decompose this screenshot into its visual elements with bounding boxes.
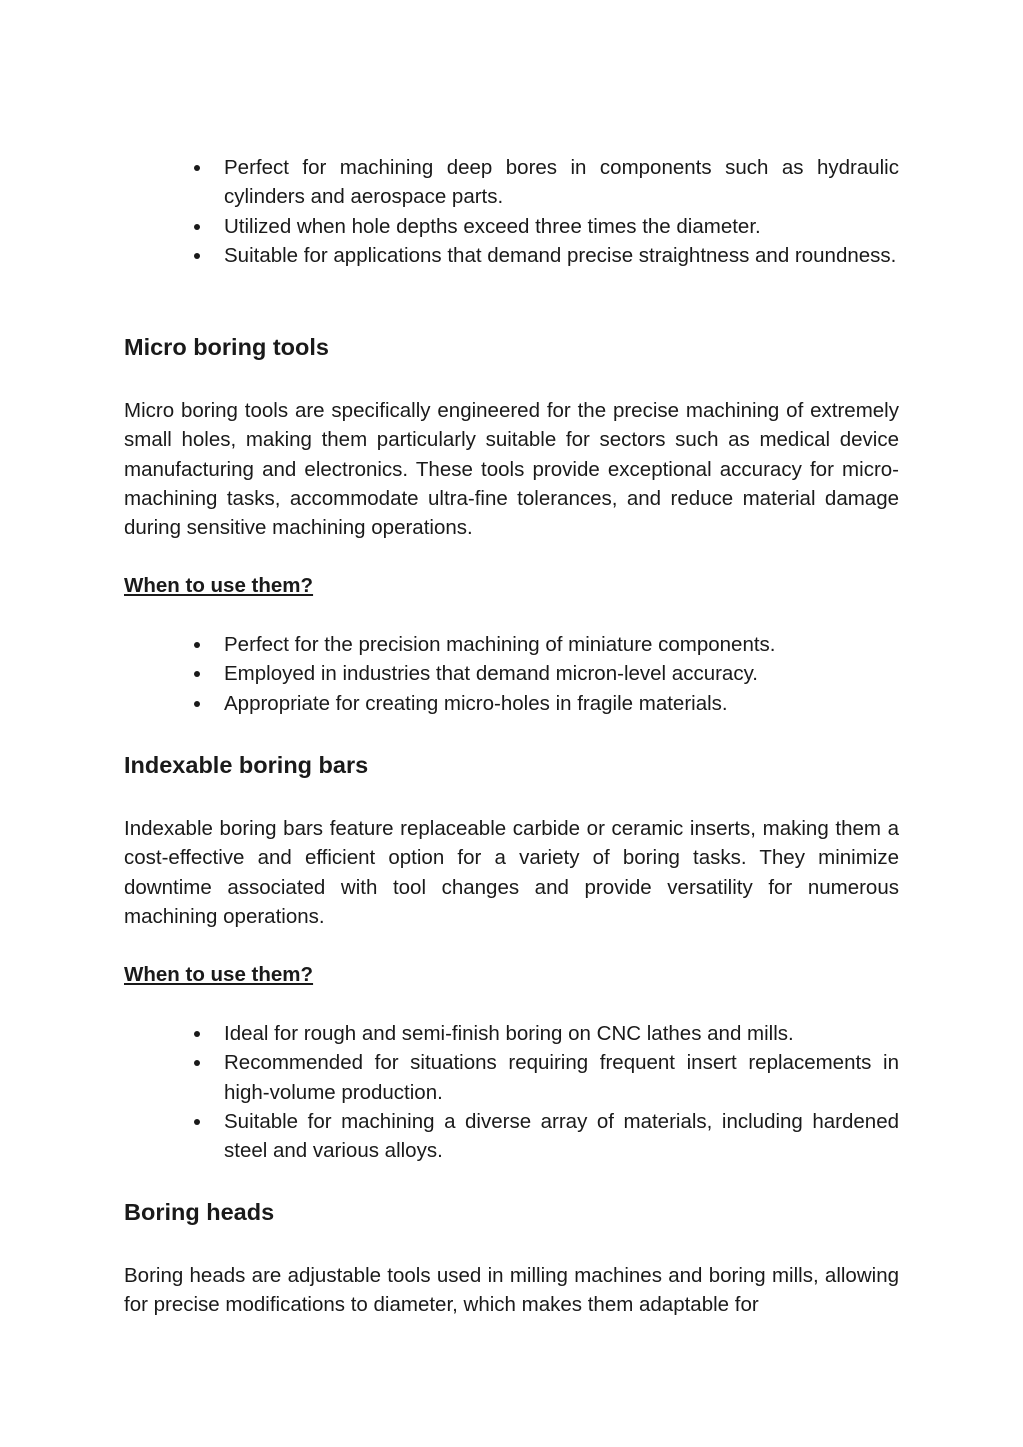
list-item: Ideal for rough and semi-finish boring on CNC lathes and mills. [224, 1019, 899, 1048]
section-body-boring-heads: Boring heads are adjustable tools used in milling machines and boring mills, allowing for precise modifications to diameter, which makes them adaptable for [124, 1264, 899, 1317]
section-heading-indexable: Indexable boring bars [124, 752, 369, 778]
bullet-icon [194, 1119, 200, 1125]
bullet-icon [194, 671, 200, 677]
section-heading-micro: Micro boring tools [124, 334, 329, 360]
list-item: Suitable for applications that demand precise straightness and roundness. [224, 241, 899, 270]
indexable-bullet-list [124, 1019, 899, 1165]
list-item: Perfect for machining deep bores in components such as hydraulic cylinders and aerospace parts. [224, 153, 899, 212]
subheading-indexable: When to use them? [124, 963, 314, 986]
section-body-micro: Micro boring tools are specifically engineered for the precise machining of extremely small holes, making them particularly suitable for sectors such as medical device manufacturing and electronics. These tools provide exceptional accuracy for micro-machining tasks, accommodate ultra-fine tolerances, and reduce material damage during sensitive machining operations. [124, 399, 899, 540]
section-heading-boring-heads: Boring heads [124, 1199, 275, 1225]
bullet-icon [194, 253, 200, 259]
list-item: Employed in industries that demand micron-level accuracy. [224, 659, 899, 688]
micro-bullet-list [124, 630, 899, 718]
bullet-icon [194, 701, 200, 707]
list-item: Utilized when hole depths exceed three times the diameter. [224, 212, 899, 241]
bullet-icon [194, 165, 200, 171]
list-item: Perfect for the precision machining of miniature components. [224, 630, 899, 659]
bullet-icon [194, 642, 200, 648]
list-item: Appropriate for creating micro-holes in fragile materials. [224, 689, 899, 718]
list-item: Suitable for machining a diverse array of materials, including hardened steel and various alloys. [224, 1107, 899, 1166]
bullet-icon [194, 224, 200, 230]
list-item: Recommended for situations requiring frequent insert replacements in high-volume production. [224, 1048, 899, 1107]
bullet-icon [194, 1060, 200, 1066]
subheading-micro: When to use them? [124, 574, 314, 597]
section-body-indexable: Indexable boring bars feature replaceable carbide or ceramic inserts, making them a cost-effective and efficient option for a variety of boring tasks. They minimize downtime associated with tool changes and provide versatility for numerous machining operations. [124, 817, 899, 928]
intro-bullet-list [124, 153, 899, 270]
bullet-icon [194, 1031, 200, 1037]
